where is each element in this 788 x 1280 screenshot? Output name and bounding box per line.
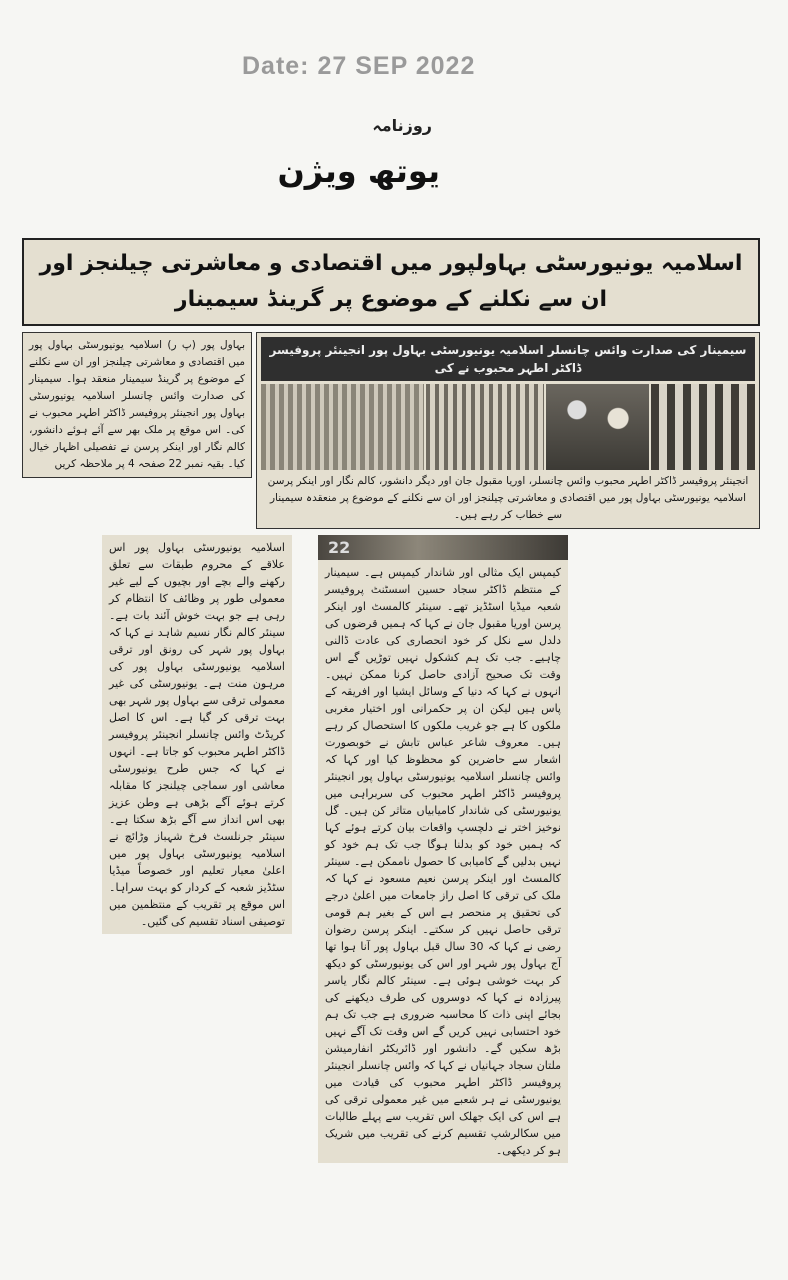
photo-caption: انجینئر پروفیسر ڈاکٹر اطہر محبوب وائس چانسلر، اوریا مقبول جان اور دیگر دانشور، کالم نگار اور اینکر پرسن اسلامیہ یونیورسٹی بہاول پور میں اقتصادی و معاشرتی چیلنجز اور ان سے نکلنے کے موضوع پر منعقدہ سیمینار سے خطاب کر رہے ہیں۔ (267, 475, 749, 521)
speakers-photo (546, 384, 650, 470)
newspaper-masthead (277, 112, 440, 212)
continuation-column (318, 535, 568, 1163)
guests-photo (651, 384, 755, 470)
photo-banner: سیمینار کی صدارت وائس چانسلر اسلامیہ یونیورسٹی بہاول پور انجینئر پروفیسر ڈاکٹر اطہر محبوب نے کی (261, 337, 755, 381)
continuation-number: 22 (318, 535, 568, 560)
clipping (22, 238, 760, 1163)
seminar-photo (261, 384, 755, 470)
left-article-column: اسلامیہ یونیورسٹی بہاول پور اس علاقے کے محروم طبقات سے تعلق رکھنے والے بچے اور بچیوں کے لیے غیر معمولی طور پر وظائف کا انتظام کر رہی ہے جو بہت خوش آئند بات ہے۔ سینئر کالم نگار نسیم شاہد نے کہا کہ بہاول پور شہر کی رونق اور ترقی اسلامیہ یونیورسٹی بہاول پور کی مرہون منت ہے۔ یونیورسٹی کی غیر معمولی ترقی سے بہاول پور شہر بھی بہت ترقی کر گیا ہے۔ اس کا اصل کریڈٹ وائس چانسلر انجینئر پروفیسر ڈاکٹر اطہر محبوب کو جاتا ہے۔ انہوں نے کہا کہ جس طرح یونیورسٹی معاشی اور سماجی چیلنجز کا مقابلہ کرتے ہوئے آگے بڑھی ہے وطن عزیز بھی اس انداز سے آگے بڑھ سکتا ہے۔ سینئر جرنلسٹ فرخ شہباز وڑائچ نے اسلامیہ یونیورسٹی بہاول پور میں اعلیٰ معیار تعلیم اور خصوصاً میڈیا سٹڈیز شعبہ کے کردار کو بہت سراہا۔ اس موقع پر تقریب کے منتظمین میں توصیفی اسناد تقسیم کی گئیں۔ (102, 535, 292, 934)
lead-row (22, 332, 760, 529)
headline-box (22, 238, 760, 326)
date-stamp (242, 52, 475, 81)
continuation-text: کیمپس ایک مثالی اور شاندار کیمپس ہے۔ سیمینار کے منتظم ڈاکٹر سجاد حسین اسسٹنٹ پروفیسر شعبہ میڈیا اسٹڈیز تھے۔ سینئر کالمسٹ اور اینکر پرسن اوریا مقبول جان نے کہا کہ ہمیں قرضوں کی دلدل سے نکل کر خود انحصاری کی عادت ڈالنی چاہیے۔ جب تک ہم کشکول نہیں توڑیں گے اس وقت تک صحیح آزادی حاصل کرنا ممکن نہیں۔ انہوں نے کہا کہ دنیا کے وسائل ایشیا اور افریقہ کے پاس ہیں لیکن ان پر حکمرانی اور اختیار مغربی ملکوں کا ہے جو غریب ملکوں کا استحصال کر رہے ہیں۔ معروف شاعر عباس تابش نے خوبصورت اشعار سے حاضرین کو محظوظ کیا اور کہا کہ وائس چانسلر اسلامیہ یونیورسٹی بہاول پور انجینئر پروفیسر ڈاکٹر اطہر محبوب کی سربراہی میں یونیورسٹی کی شاندار کامیابیاں متاثر کن ہیں۔ گل نوخیز اختر نے دلچسپ واقعات بیان کرتے ہوئے کہا کہ ہمیں خود کو بدلنا ہوگا جب تک ہم خود کو نہیں بدلیں گے کامیابی کا حصول ناممکن ہے۔ سینئر کالمسٹ اور اینکر پرسن نعیم مسعود نے کہا کہ ملک کی ترقی کا اصل راز جامعات میں اعلیٰ درجے کی تحقیق پر منحصر ہے اس کے بغیر ہم قومی ترقی حاصل نہیں کر سکتے۔ اینکر پرسن رضوان رضی نے کہا کہ 30 سال قبل بہاول پور آنا ہوا تھا آج بہاول پور شہر اور اس کی یونیورسٹی کو دیکھ کر بہت خوشی ہوئی ہے۔ سینئر کالم نگار یاسر پیرزادہ نے کہا کہ دوسروں کی طرف دیکھنے کی بجائے اپنی ذات کا محاسبہ ضروری ہے جب تک ہم خود احتسابی نہیں کریں گے اس وقت تک آگے نہیں بڑھ سکیں گے۔ دانشور اور ڈائریکٹر انفارمیشن ملتان سجاد جہانیاں نے کہا کہ وائس چانسلر انجینئر پروفیسر ڈاکٹر اطہر محبوب کی قیادت میں یونیورسٹی نے ہر شعبے میں غیر معمولی ترقی کی ہے اس کی ایک جھلک اس تقریب سے پہلے طالبات میں سکالرشپ تقسیم کرنے کی تقریب میں شریک ہو کر دیکھی۔ (325, 566, 561, 1157)
audience-photo (261, 384, 424, 470)
date-value: 27 SEP 2022 (317, 52, 476, 80)
headline: اسلامیہ یونیورسٹی بہاولپور میں اقتصادی و معاشرتی چیلنجز اور ان سے نکلنے کے موضوع پر گرینڈ سیمینار (39, 251, 743, 312)
audience-photo-2 (426, 384, 544, 470)
intro-column: بہاول پور (پ ر) اسلامیہ یونیورسٹی بہاول پور میں اقتصادی و معاشرتی چیلنجز اور ان سے نکلنے کے موضوع پر گرینڈ سیمینار منعقد ہوا۔ سیمینار کی صدارت وائس چانسلر اسلامیہ یونیورسٹی بہاول پور انجینئر پروفیسر ڈاکٹر اطہر محبوب نے کی۔ اس موقع پر ملک بھر سے آئے ہوئے دانشور، کالم نگار اور اینکر پرسن نے تفصیلی اظہار خیال کیا۔ بقیہ نمبر 22 صفحہ 4 پر ملاحظہ کریں (22, 332, 252, 478)
masthead-name: یوتھ ویژن (277, 152, 440, 190)
photo-block (256, 332, 760, 529)
article-columns (22, 535, 760, 1163)
date-label: Date: (242, 52, 310, 80)
masthead-prefix: روزنامہ (372, 116, 432, 135)
